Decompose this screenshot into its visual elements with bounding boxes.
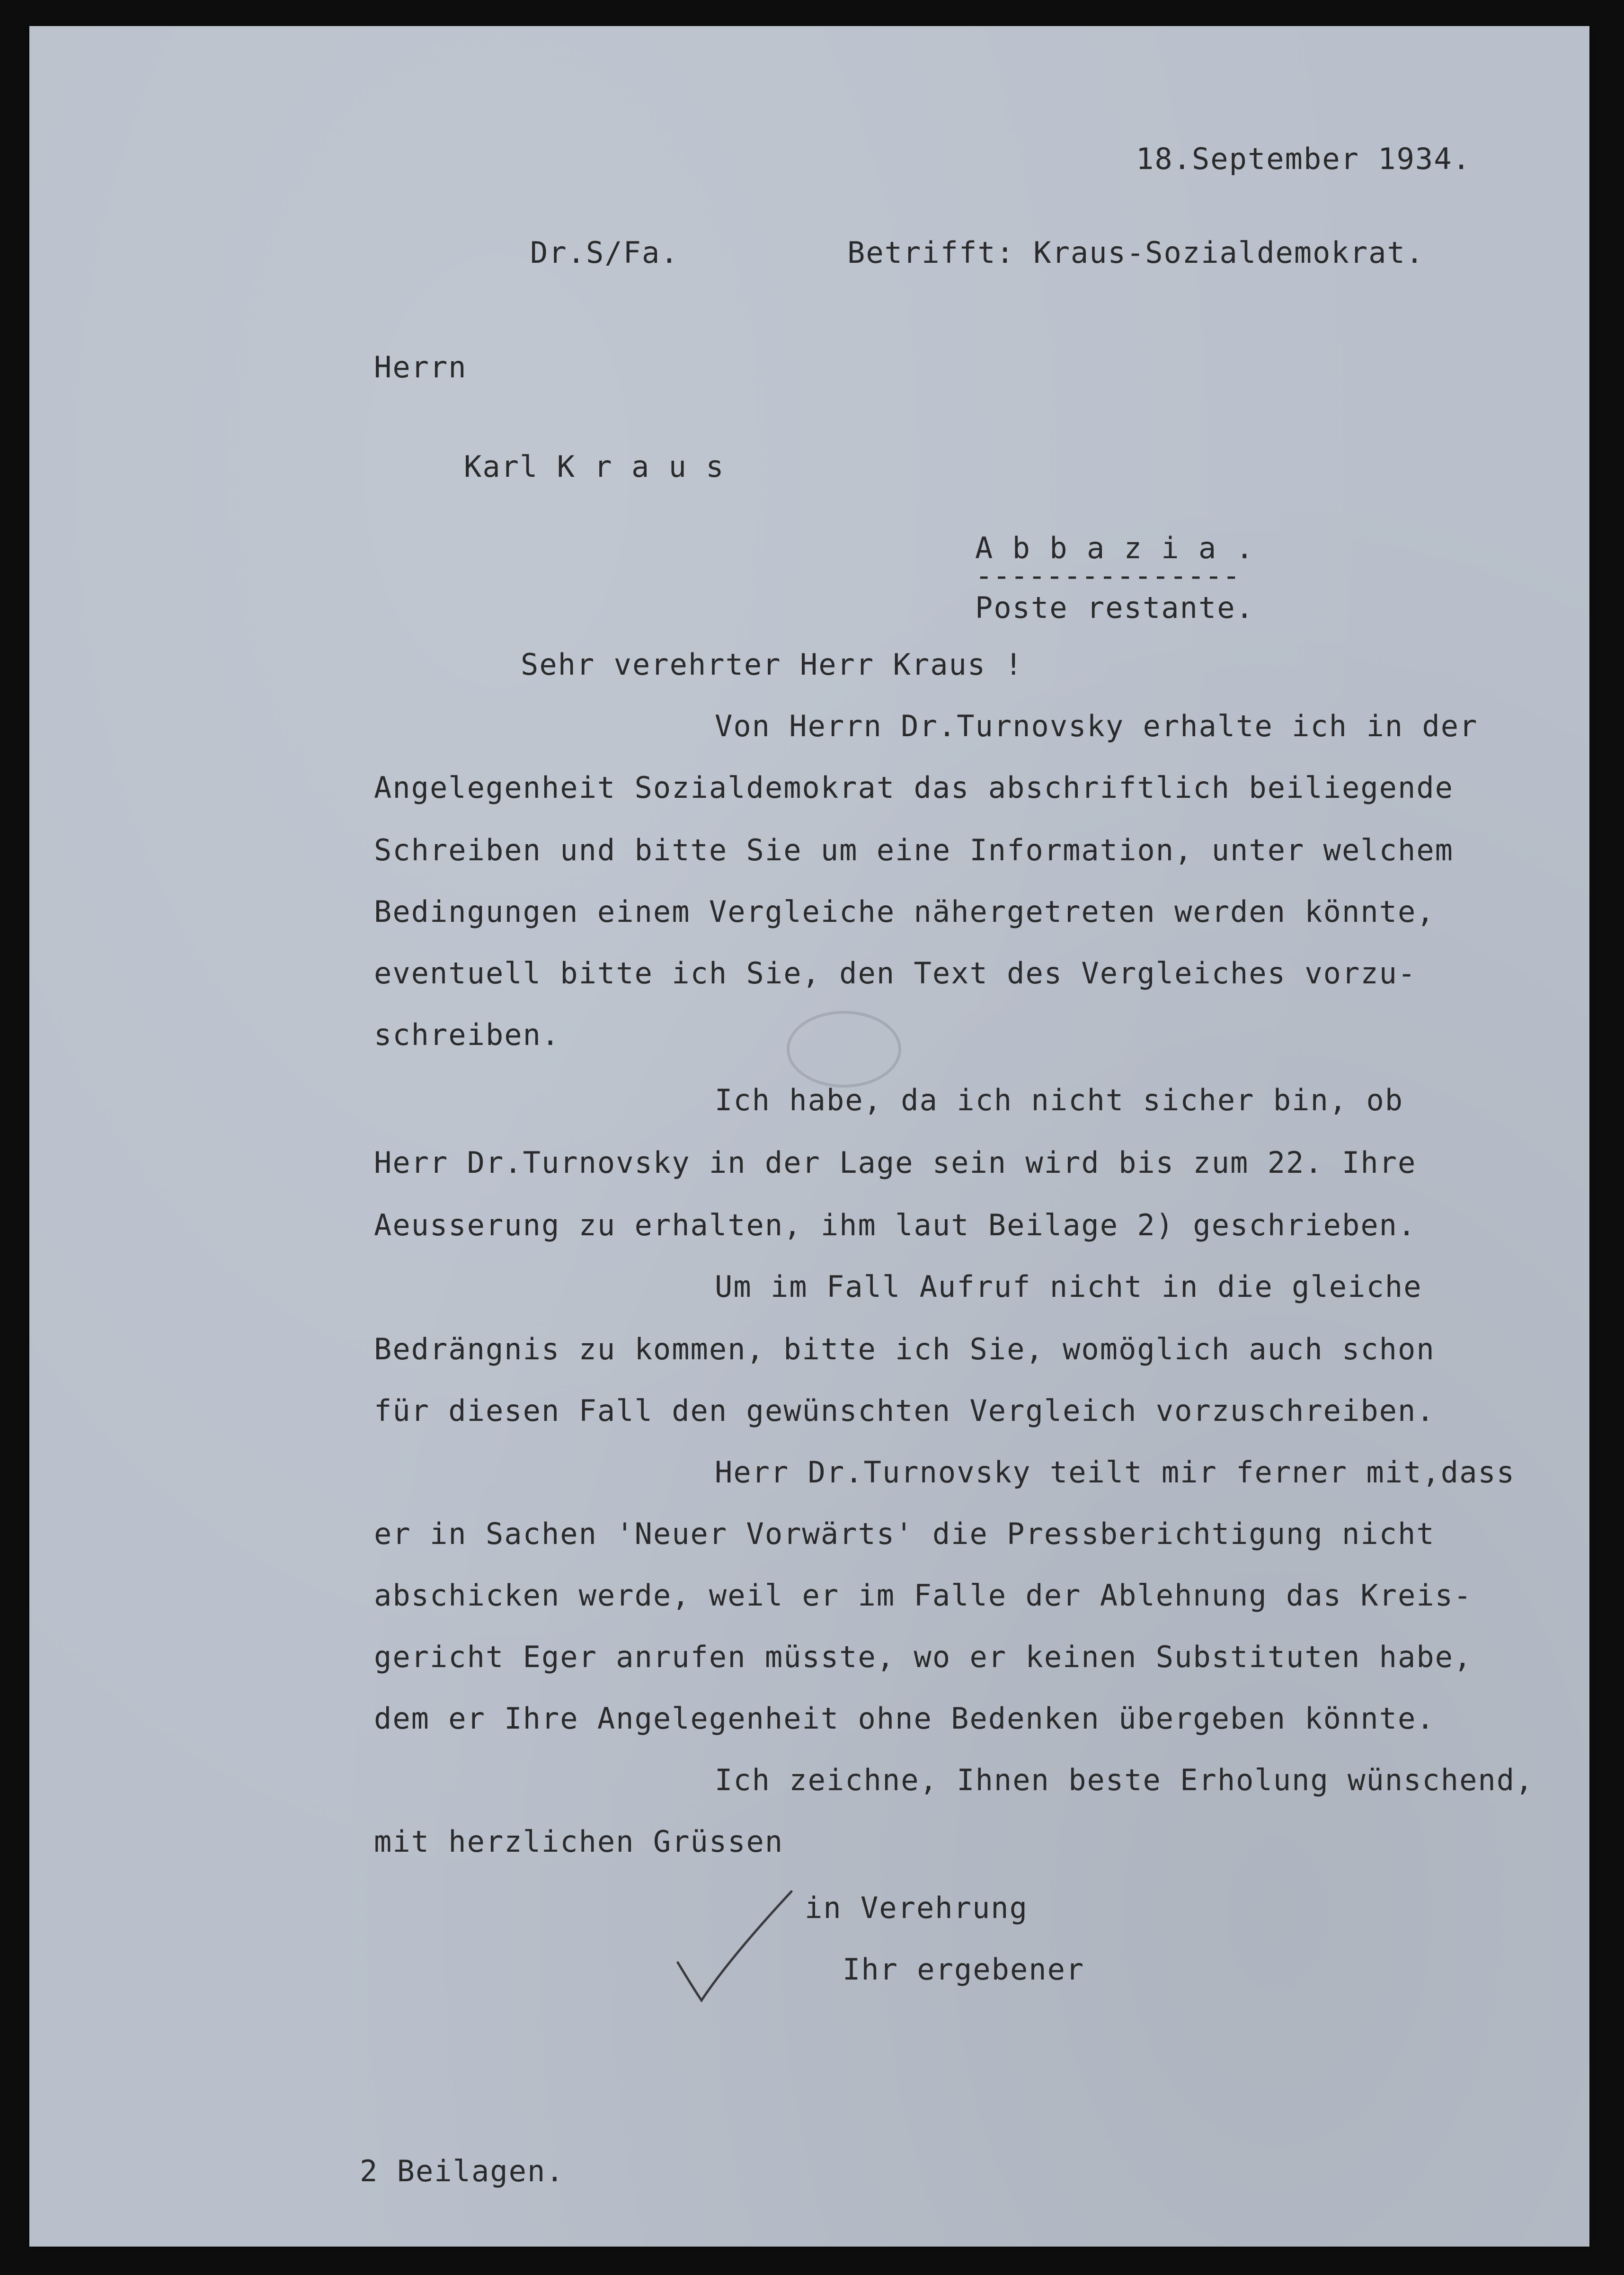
recipient-title: Herrn — [374, 350, 467, 384]
address-note: Poste restante. — [975, 590, 1254, 625]
body-line: schreiben. — [374, 1017, 560, 1052]
check-mark-icon — [673, 1882, 815, 2005]
recipient-city: A b b a z i a . — [975, 531, 1254, 565]
body-line: Angelegenheit Sozialdemokrat das abschriftlich beiliegende — [374, 770, 1454, 805]
body-line: Um im Fall Aufruf nicht in die gleiche — [715, 1269, 1422, 1304]
body-line: er in Sachen 'Neuer Vorwärts' die Pressberichtigung nicht — [374, 1517, 1435, 1551]
body-line: Bedingungen einem Vergleiche nähergetreten werden könnte, — [374, 894, 1435, 929]
body-line: für diesen Fall den gewünschten Vergleich vorzuschreiben. — [374, 1393, 1435, 1428]
closing-regards: in Verehrung — [805, 1891, 1028, 1925]
body-line: eventuell bitte ich Sie, den Text des Vergleiches vorzu- — [374, 956, 1417, 990]
letter-date: 18.September 1934. — [1136, 142, 1471, 176]
letter-sheet — [29, 26, 1589, 2247]
enclosures-note: 2 Beilagen. — [360, 2154, 565, 2188]
body-line: dem er Ihre Angelegenheit ohne Bedenken übergeben könnte. — [374, 1701, 1435, 1736]
reference-code: Dr.S/Fa. — [530, 235, 679, 270]
subject-line: Betrifft: Kraus-Sozialdemokrat. — [847, 235, 1425, 270]
body-line: mit herzlichen Grüssen — [374, 1824, 784, 1859]
body-line: Bedrängnis zu kommen, bitte ich Sie, womöglich auch schon — [374, 1332, 1435, 1366]
recipient-name: Karl K r a u s — [464, 449, 725, 484]
body-line: Herr Dr.Turnovsky teilt mir ferner mit,dass — [715, 1455, 1516, 1490]
body-line: Von Herrn Dr.Turnovsky erhalte ich in der — [715, 709, 1478, 743]
body-line: abschicken werde, weil er im Falle der Ablehnung das Kreis- — [374, 1578, 1473, 1613]
greeting: Sehr verehrter Herr Kraus ! — [521, 647, 1023, 682]
body-line: Herr Dr.Turnovsky in der Lage sein wird bis zum 22. Ihre — [374, 1145, 1417, 1180]
body-line: Schreiben und bitte Sie um eine Information, unter welchem — [374, 833, 1454, 867]
closing-signoff: Ihr ergebener — [843, 1952, 1085, 1987]
body-line: gericht Eger anrufen müsste, wo er keinen Substituten habe, — [374, 1640, 1473, 1674]
city-underline: --------------- — [975, 558, 1240, 593]
body-line: Aeusserung zu erhalten, ihm laut Beilage 2) geschrieben. — [374, 1208, 1417, 1242]
body-line: Ich zeichne, Ihnen beste Erholung wünschend, — [715, 1763, 1534, 1797]
faint-stamp — [787, 1011, 901, 1088]
body-line: Ich habe, da ich nicht sicher bin, ob — [715, 1083, 1404, 1117]
